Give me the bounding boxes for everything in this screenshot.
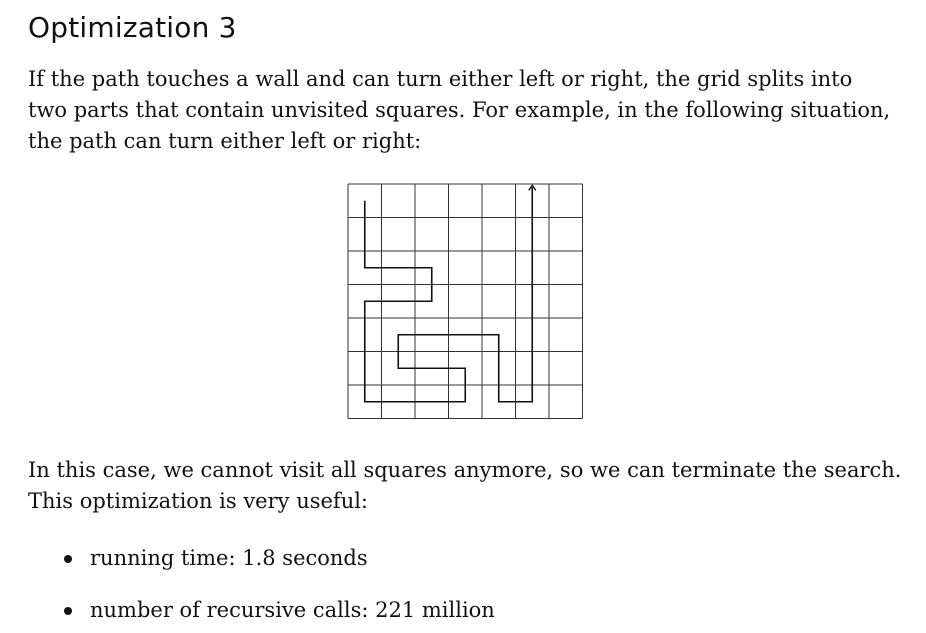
paragraph-line: If the path touches a wall and can turn either left or right, the grid splits into (28, 67, 853, 91)
bullet-icon (64, 555, 72, 563)
grid-path-figure (346, 182, 586, 422)
bullet-icon (64, 607, 72, 615)
paragraph-line: In this case, we cannot visit all squares anymore, so we can terminate the search. (28, 458, 902, 482)
conclusion-paragraph (28, 455, 901, 517)
section-heading: Optimization 3 (28, 11, 237, 44)
results-list (60, 543, 495, 626)
list-item-recursive-calls (60, 595, 495, 626)
list-item-running-time (60, 543, 495, 574)
grid-path-diagram (346, 182, 586, 422)
paragraph-line: two parts that contain unvisited squares. For example, in the following situation, (28, 98, 891, 122)
list-item-text: number of recursive calls: 221 million (90, 598, 495, 622)
paragraph-line: the path can turn either left or right: (28, 129, 422, 153)
list-item-text: running time: 1.8 seconds (90, 546, 368, 570)
intro-paragraph (28, 64, 890, 157)
paragraph-line: This optimization is very useful: (28, 489, 369, 513)
